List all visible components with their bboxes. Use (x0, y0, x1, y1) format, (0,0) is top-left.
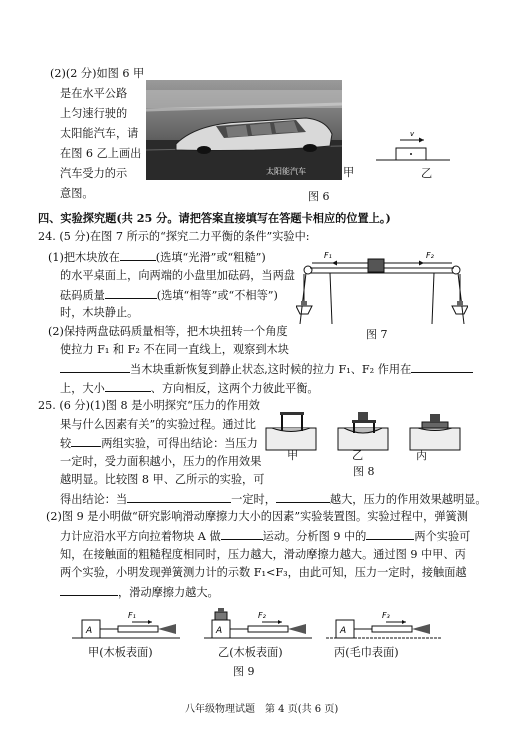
q25-l1: 25. (6 分)(1)图 8 是小明探究“压力的作用效 (38, 399, 260, 412)
fig7-diagram (296, 248, 468, 328)
q25-p2a: (2)图 9 是小明做“研究影响滑动摩擦力大小的因素”实验装置图。实验过程中，弹簧测 (46, 510, 468, 523)
q25-p2b-text-b: 运动。分析图 9 中的 (262, 530, 367, 543)
fig9-label-yi: 乙(木板表面) (218, 646, 283, 659)
fig9-f3: F₃ (382, 611, 390, 620)
q23-line-3: 上匀速行驶的 (60, 107, 128, 120)
q25-l2: 果与什么因素有关”的实验过程。通过比 (60, 418, 256, 431)
q24-p2b: 使拉力 F₁ 和 F₂ 不在同一直线上，观察到木块 (60, 343, 289, 356)
fig8-label-jia: 甲 (287, 449, 299, 462)
fig9-f1: F₁ (128, 611, 136, 620)
fig8-label-yi: 乙 (352, 449, 364, 462)
q24-blank-mass[interactable] (105, 287, 157, 299)
q25-p2d: 两个实验，小明发现弹簧测力计的示数 F₁<F₃，由此可知，压力一定时，接触面越 (60, 566, 467, 579)
q24-intro: 24. (5 分)在图 7 所示的“探究二力平衡的条件”实验中: (38, 230, 310, 243)
q24-p1c (60, 287, 278, 303)
page-footer: 八年级物理试题 第 4 页(共 6 页) (185, 704, 339, 715)
fig7-f1: F₁ (324, 251, 332, 260)
q25-blank-motion[interactable] (221, 528, 263, 540)
q24-p1-text-b: (选填“光滑”或“粗糙”) (155, 251, 266, 264)
q23-line-1: (2)(2 分)如图 6 甲 (50, 67, 145, 80)
q24-p2c-text: 当木块重新恢复到静止状态,这时候的拉力 F₁、F₂ 作用在 (130, 363, 412, 376)
q24-p2d-text-a: 上，大小 (60, 382, 105, 395)
fig9-label-jia: 甲(木板表面) (88, 646, 153, 659)
q25-p2b-text-c: 两个实验可 (414, 530, 471, 543)
q25-p2b-text-a: 力计应沿水平方向拉着物块 A 做 (60, 530, 221, 543)
q25-l4: 一定时，受力面积越小，压力的作用效果 (60, 455, 262, 468)
q24-p2d-text-b: 、方向相反，这两个力彼此平衡。 (150, 382, 319, 395)
q24-p1 (48, 249, 266, 265)
fig9-block-a2: A (216, 626, 223, 636)
solar-car-photo (146, 80, 342, 180)
fig8-caption: 图 8 (353, 465, 375, 478)
fig8-label-bing: 丙 (416, 449, 428, 462)
q23-line-6: 汽车受力的示 (60, 167, 128, 180)
q25-l6-text-c: 越大，压力的作用效果越明显。 (329, 493, 487, 506)
q23-line-2: 是在水平公路 (60, 87, 128, 100)
q24-p1c-text-b: (选填“相等”或“不相等”) (156, 289, 278, 302)
fig6-caption: 图 6 (308, 190, 330, 203)
q25-l3-text-a: 较 (60, 437, 72, 450)
q23-line-4: 太阳能汽车，请 (60, 127, 139, 140)
q24-p1c-text-a: 砝码质量 (60, 289, 105, 302)
q25-p2c: 知，在接触面的粗糙程度相同时，压力越大，滑动摩擦力越大。通过图 9 中甲、丙 (60, 548, 466, 561)
fig9-caption: 图 9 (233, 665, 255, 678)
q25-blank-groups[interactable] (71, 435, 101, 447)
fig9-label-bing: 丙(毛巾表面) (334, 646, 399, 659)
fig9-diagram (72, 602, 448, 642)
q24-p1d: 时，木块静止。 (60, 306, 139, 319)
q25-l3 (60, 435, 258, 451)
q24-blank-observe[interactable] (60, 361, 130, 373)
q24-p2c (60, 361, 473, 377)
q25-blank-experiments[interactable] (366, 528, 414, 540)
q24-p1b: 的水平桌面上，向两端的小盘里加砝码，当两盘 (60, 269, 295, 282)
section4-heading: 四、实验探究题(共 25 分。请把答案直接填写在答题卡相应的位置上。) (38, 211, 391, 225)
q23-line-7: 意图。 (60, 187, 94, 200)
fig9-block-a3: A (340, 626, 347, 636)
q24-blank-magnitude[interactable] (105, 380, 151, 392)
q24-blank-surface[interactable] (120, 249, 156, 261)
q24-p1-text-a: (1)把木块放在 (48, 251, 120, 264)
q24-p2d (60, 380, 319, 396)
q25-p2e (60, 584, 219, 600)
fig8-diagram (262, 408, 462, 452)
fig9-f2: F₂ (258, 611, 266, 620)
q25-l6-text-b: 一定时， (231, 493, 276, 506)
q25-p2e-text: ，滑动摩擦力越大。 (118, 586, 219, 599)
q25-blank-constant[interactable] (127, 491, 231, 503)
q25-p2b (60, 528, 470, 544)
fig6-label-jia: 甲 (343, 166, 355, 179)
q24-p2: (2)保持两盘砝码质量相等，把木块扭转一个角度 (48, 325, 288, 338)
fig6-label-yi: 乙 (421, 167, 433, 180)
q25-l6 (60, 491, 487, 507)
q25-blank-rough[interactable] (60, 584, 118, 596)
q23-line-5: 在图 6 乙上画出 (60, 147, 142, 160)
fig9-block-a1: A (86, 626, 93, 636)
photo-caption: 太阳能汽车 (266, 167, 306, 176)
fig7-f2: F₂ (426, 251, 434, 260)
q25-l5: 越明显。比较图 8 甲、乙所示的实验，可 (60, 473, 265, 486)
velocity-label: v (410, 130, 415, 138)
q25-blank-variable[interactable] (276, 491, 330, 503)
q25-l6-text-a: 得出结论：当 (60, 493, 128, 506)
fig7-caption: 图 7 (366, 328, 388, 341)
q25-l3-text-b: 两组实验，可得出结论：当压力 (101, 437, 258, 450)
fig6-yi-diagram (374, 126, 454, 170)
q24-blank-object[interactable] (411, 361, 473, 373)
